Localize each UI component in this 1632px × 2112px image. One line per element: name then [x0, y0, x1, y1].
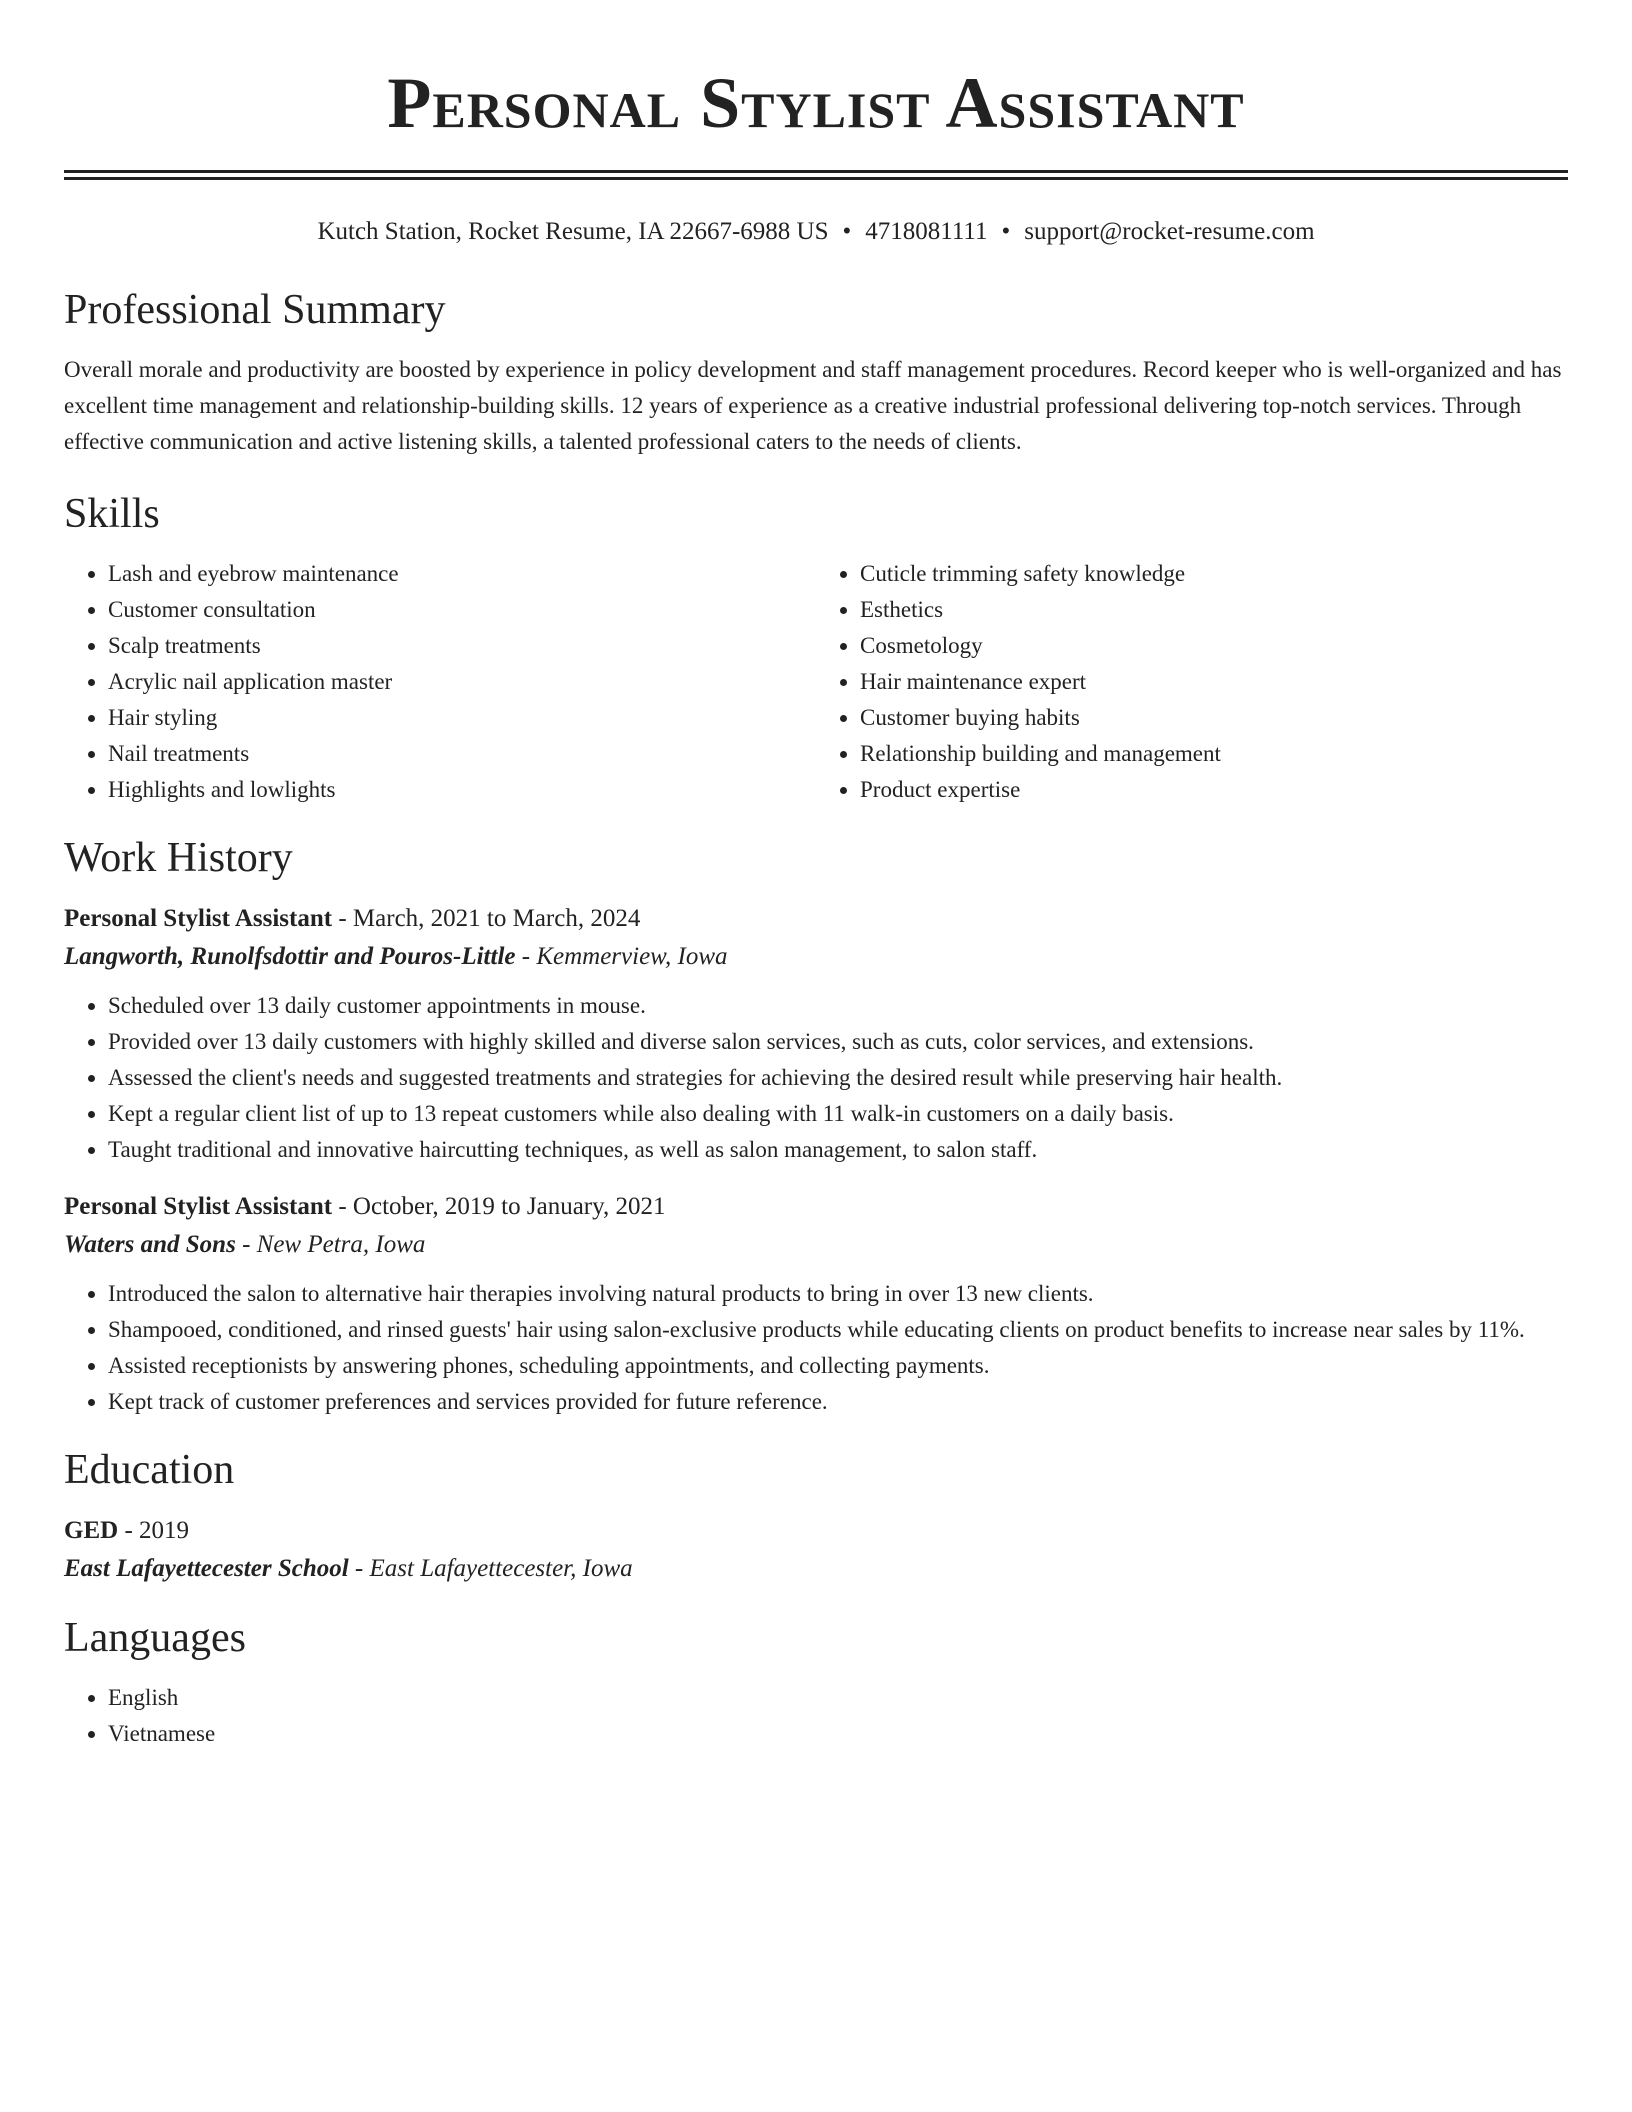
- job-role: Personal Stylist Assistant: [64, 1193, 333, 1220]
- contact-separator: •: [842, 218, 852, 245]
- section-title-summary: Professional Summary: [64, 287, 446, 333]
- job-bullet: • Kept track of customer preferences and services provided for future reference.: [108, 1384, 1568, 1420]
- languages-list: [64, 1680, 1568, 1752]
- education-school-line: [64, 1550, 1568, 1588]
- job-bullets: [64, 988, 1568, 1168]
- contact-email: support@rocket-resume.com: [1024, 218, 1315, 245]
- skill-item: • Nail treatments: [108, 736, 816, 772]
- job-bullet: • Shampooed, conditioned, and rinsed guests' hair using salon-exclusive products while educating clients on product benefits to increase near sales by 11%.: [108, 1312, 1568, 1348]
- section-title-work-history: Work History: [64, 835, 293, 881]
- job-dates: - October, 2019 to January, 2021: [332, 1193, 666, 1220]
- employer-name: Langworth, Runolfsdottir and Pouros-Little: [64, 943, 516, 970]
- job-entry: [64, 1188, 1568, 1420]
- language-item: • Vietnamese: [108, 1716, 1568, 1752]
- skill-item: • Relationship building and management: [860, 736, 1568, 772]
- summary-text: Overall morale and productivity are boosted by experience in policy development and staff management procedures. Record keeper who is well-organized and has excellent time management and relationship-building skills. 12 years of experience as a creative industrial professional delivering top-notch services. Through effective communication and active listening skills, a talented professional caters to the needs of clients.: [64, 357, 1562, 454]
- resume-name: Personal Stylist Assistant: [387, 63, 1245, 143]
- job-bullet: • Assessed the client's needs and suggested treatments and strategies for achieving the desired result while preserving hair health.: [108, 1060, 1568, 1096]
- employer-location: - Kemmerview, Iowa: [515, 943, 728, 970]
- job-bullet: • Taught traditional and innovative haircutting techniques, as well as salon management, to salon staff.: [108, 1132, 1568, 1168]
- contact-phone: 4718081111: [865, 218, 988, 245]
- employer-location: - New Petra, Iowa: [235, 1231, 426, 1258]
- education-school: East Lafayettecester School: [64, 1555, 349, 1582]
- education-degree-line: [64, 1512, 1568, 1550]
- skill-item: • Esthetics: [860, 592, 1568, 628]
- skills-columns: [64, 556, 1568, 808]
- skill-item: • Customer consultation: [108, 592, 816, 628]
- job-entry: [64, 900, 1568, 1168]
- job-bullet: • Provided over 13 daily customers with highly skilled and diverse salon services, such as cuts, color services, and extensions.: [108, 1024, 1568, 1060]
- contact-address: Kutch Station, Rocket Resume, IA 22667-6988 US: [317, 218, 829, 245]
- skill-item: • Scalp treatments: [108, 628, 816, 664]
- job-bullet: • Introduced the salon to alternative hair therapies involving natural products to bring in over 13 new clients.: [108, 1276, 1568, 1312]
- skill-item: • Acrylic nail application master: [108, 664, 816, 700]
- skill-item: • Product expertise: [860, 772, 1568, 808]
- job-bullet: • Kept a regular client list of up to 13 repeat customers while also dealing with 11 walk-in customers on a daily basis.: [108, 1096, 1568, 1132]
- skills-list-left: [64, 556, 816, 808]
- section-title-languages: Languages: [64, 1615, 246, 1661]
- job-bullet: • Assisted receptionists by answering phones, scheduling appointments, and collecting payments.: [108, 1348, 1568, 1384]
- contact-line: [64, 216, 1568, 248]
- employer-line: [64, 1226, 1568, 1264]
- skill-item: • Highlights and lowlights: [108, 772, 816, 808]
- skill-item: • Customer buying habits: [860, 700, 1568, 736]
- skill-item: • Cosmetology: [860, 628, 1568, 664]
- contact-separator: •: [1001, 218, 1011, 245]
- job-role: Personal Stylist Assistant: [64, 905, 333, 932]
- skill-item: • Hair maintenance expert: [860, 664, 1568, 700]
- job-dates: - March, 2021 to March, 2024: [332, 905, 641, 932]
- education-location: - East Lafayettecester, Iowa: [348, 1555, 633, 1582]
- section-title-skills: Skills: [64, 491, 160, 537]
- skills-list-right: [816, 556, 1568, 808]
- education-year: - 2019: [118, 1517, 190, 1544]
- job-bullets: [64, 1276, 1568, 1420]
- employer-name: Waters and Sons: [64, 1231, 236, 1258]
- job-title-line: [64, 900, 1568, 938]
- skill-item: • Lash and eyebrow maintenance: [108, 556, 816, 592]
- section-title-education: Education: [64, 1447, 235, 1493]
- job-bullet: • Scheduled over 13 daily customer appointments in mouse.: [108, 988, 1568, 1024]
- education-degree: GED: [64, 1517, 119, 1544]
- skill-item: • Hair styling: [108, 700, 816, 736]
- job-title-line: [64, 1188, 1568, 1226]
- language-item: • English: [108, 1680, 1568, 1716]
- header-double-rule: [64, 170, 1568, 180]
- skill-item: • Cuticle trimming safety knowledge: [860, 556, 1568, 592]
- employer-line: [64, 938, 1568, 976]
